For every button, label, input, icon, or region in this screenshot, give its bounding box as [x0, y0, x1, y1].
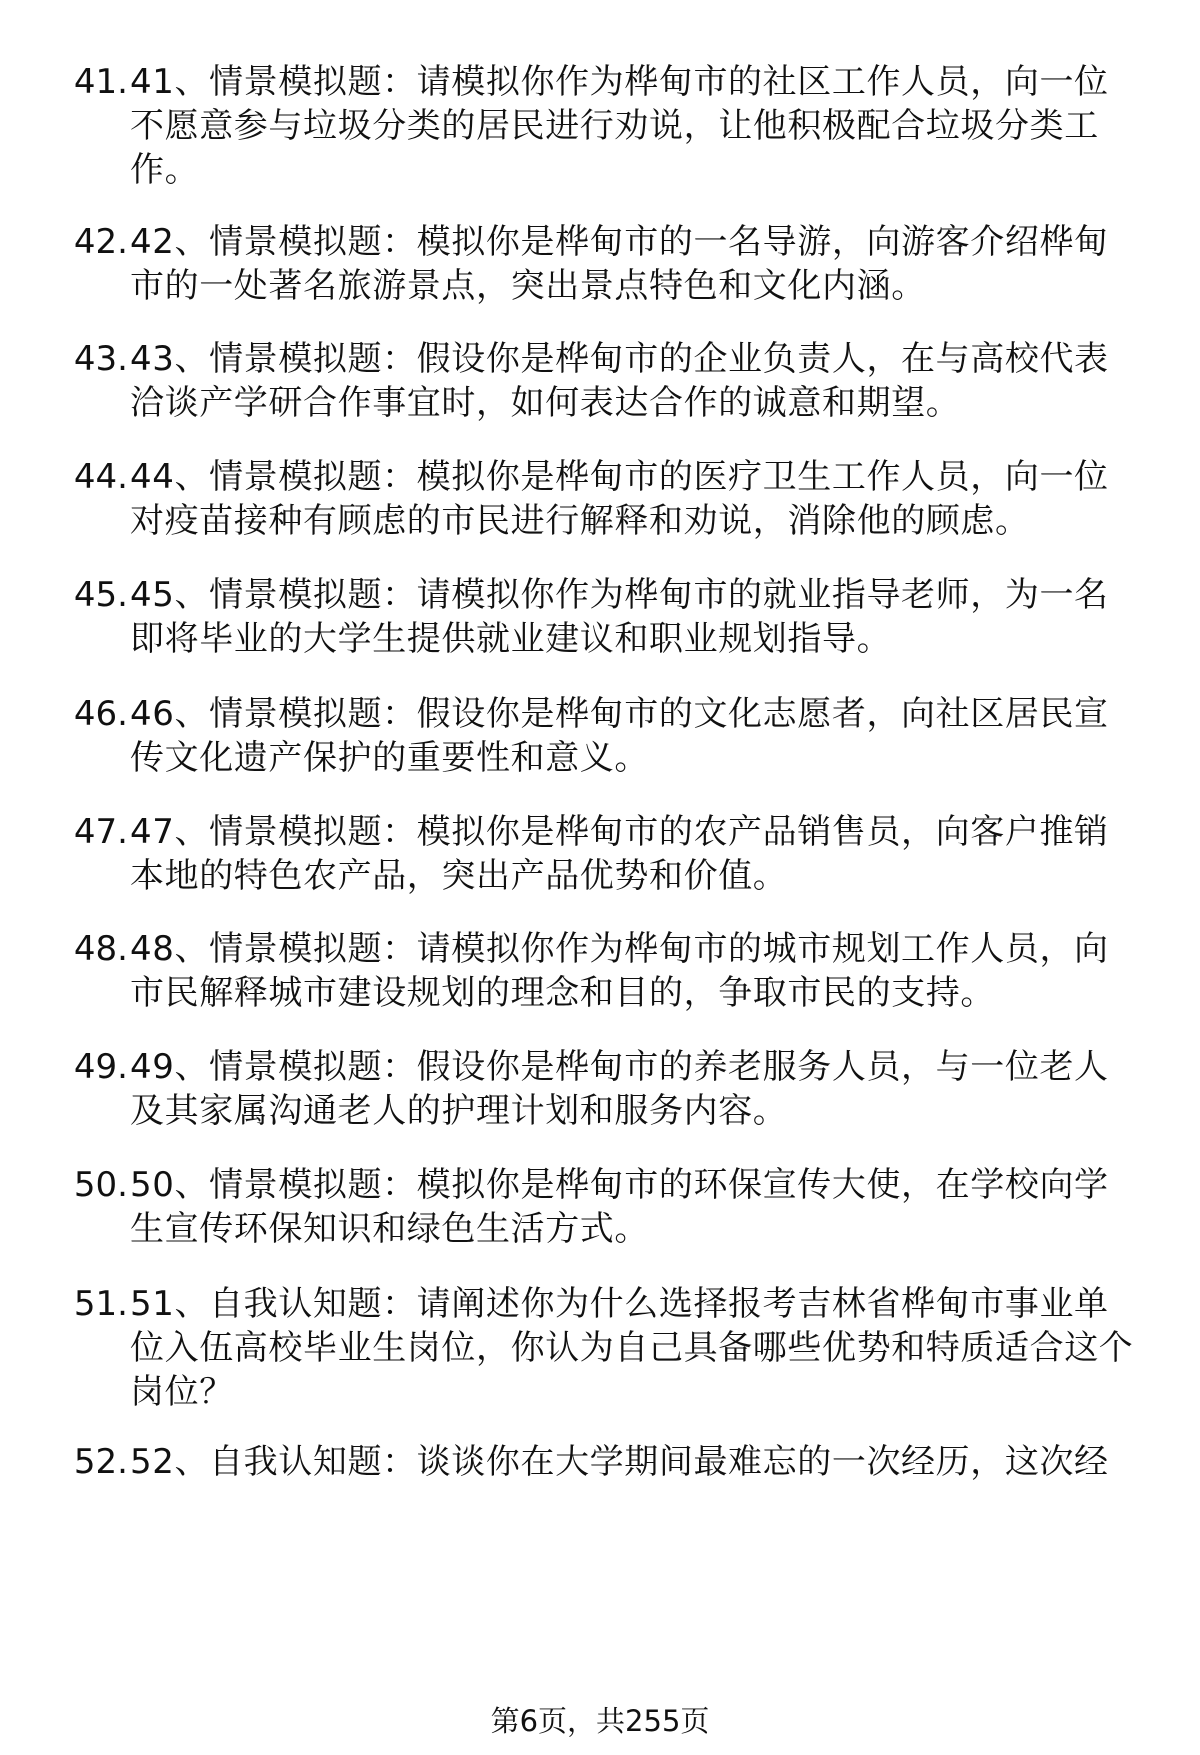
question-text: 52、自我认知题：谈谈你在大学期间最难忘的一次经历，这次经 [130, 1442, 1109, 1482]
question-item [52, 692, 1142, 812]
question-text: 47、情景模拟题：模拟你是桦甸市的农产品销售员，向客户推销本地的特色农产品，突出产品优势和价值。 [130, 812, 1109, 896]
question-item [52, 220, 1142, 340]
question-text: 44、情景模拟题：模拟你是桦甸市的医疗卫生工作人员，向一位对疫苗接种有顾虑的市民进行解释和劝说，消除他的顾虑。 [130, 457, 1109, 541]
question-number: 41. [73, 62, 128, 102]
question-item [52, 1440, 1142, 1560]
question-number: 46. [73, 694, 128, 734]
question-text: 43、情景模拟题：假设你是桦甸市的企业负责人，在与高校代表洽谈产学研合作事宜时，如何表达合作的诚意和期望。 [130, 339, 1109, 423]
question-text: 46、情景模拟题：假设你是桦甸市的文化志愿者，向社区居民宣传文化遗产保护的重要性和意义。 [130, 694, 1109, 778]
question-number: 43. [73, 339, 128, 379]
question-text: 50、情景模拟题：模拟你是桦甸市的环保宣传大使，在学校向学生宣传环保知识和绿色生活方式。 [130, 1165, 1109, 1249]
question-item [52, 455, 1142, 575]
question-number: 47. [73, 812, 128, 852]
page-footer: 第6页，共255页 [490, 1704, 710, 1738]
question-number: 52. [73, 1442, 128, 1482]
question-text: 51、自我认知题：请阐述你为什么选择报考吉林省桦甸市事业单位入伍高校毕业生岗位，你认为自己具备哪些优势和特质适合这个岗位？ [130, 1284, 1134, 1412]
question-item [52, 1045, 1142, 1165]
question-number: 50. [73, 1165, 128, 1205]
question-number: 49. [73, 1047, 128, 1087]
question-number: 42. [73, 222, 128, 262]
question-text: 48、情景模拟题：请模拟你作为桦甸市的城市规划工作人员，向市民解释城市建设规划的理念和目的，争取市民的支持。 [130, 929, 1109, 1013]
question-number: 51. [73, 1284, 128, 1324]
question-item [52, 927, 1142, 1047]
question-item [52, 1163, 1142, 1283]
question-item [52, 60, 1142, 190]
question-text: 42、情景模拟题：模拟你是桦甸市的一名导游，向游客介绍桦甸市的一处著名旅游景点，突出景点特色和文化内涵。 [130, 222, 1109, 306]
question-item [52, 810, 1142, 930]
question-number: 48. [73, 929, 128, 969]
question-number: 45. [73, 575, 128, 615]
question-item [52, 337, 1142, 457]
question-item [52, 573, 1142, 693]
question-item [52, 1282, 1142, 1412]
question-text: 49、情景模拟题：假设你是桦甸市的养老服务人员，与一位老人及其家属沟通老人的护理计划和服务内容。 [130, 1047, 1109, 1131]
question-text: 45、情景模拟题：请模拟你作为桦甸市的就业指导老师，为一名即将毕业的大学生提供就业建议和职业规划指导。 [130, 575, 1109, 659]
question-number: 44. [73, 457, 128, 497]
question-text: 41、情景模拟题：请模拟你作为桦甸市的社区工作人员，向一位不愿意参与垃圾分类的居民进行劝说，让他积极配合垃圾分类工作。 [130, 62, 1109, 190]
